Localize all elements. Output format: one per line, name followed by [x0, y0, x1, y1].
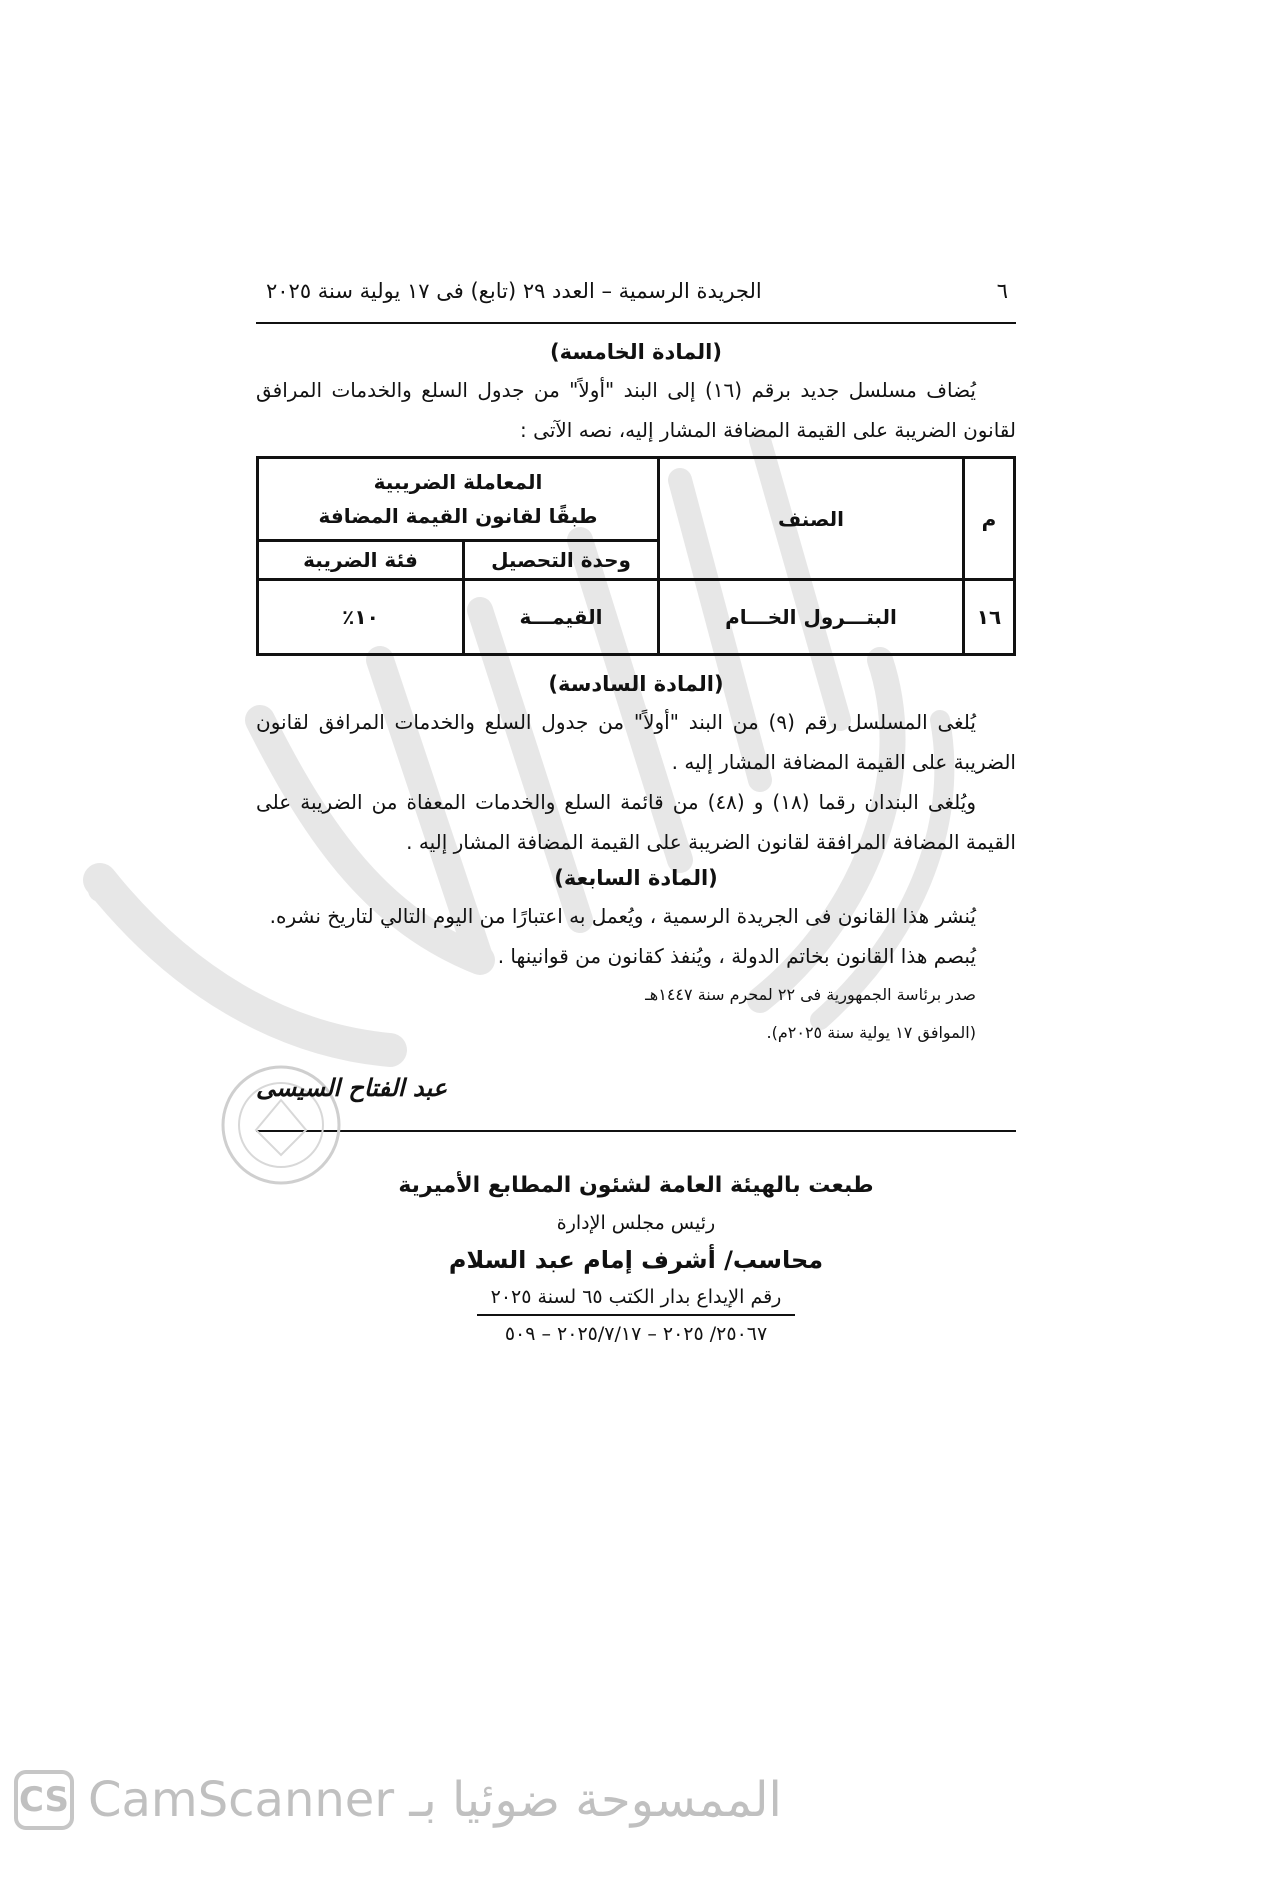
corresponding-line: (الموافق ١٧ يولية سنة ٢٠٢٥م). — [766, 1023, 976, 1042]
table-header-treatment-line2: طبقًا لقانون القيمة المضافة — [318, 504, 598, 528]
header-divider — [256, 322, 1016, 324]
table-cell-serial: ١٦ — [964, 580, 1015, 655]
imprint-block — [256, 1166, 1016, 1352]
table-cell-item: البتـــرول الخـــام — [659, 580, 964, 655]
table-header-treatment-line1: المعاملة الضريبية — [373, 470, 543, 494]
table-row — [258, 580, 1015, 655]
tax-table — [256, 456, 1016, 656]
table-header-serial: م — [964, 458, 1015, 580]
article-6-title: (المادة السادسة) — [548, 672, 724, 696]
camscanner-logo-icon: CS — [14, 1770, 74, 1830]
article-7-para-1: يُنشر هذا القانون فى الجريدة الرسمية ، ويُعمل به اعتبارًا من اليوم التالي لتاريخ نشره. — [269, 904, 976, 928]
table-header-item: الصنف — [659, 458, 964, 580]
table-cell-unit: القيمـــة — [464, 580, 659, 655]
gazette-page — [256, 270, 1016, 1352]
article-7-title: (المادة السابعة) — [554, 866, 718, 890]
table-header-treatment — [258, 458, 659, 541]
page-number: ٦ — [996, 279, 1008, 303]
deposit-number: رقم الإيداع بدار الكتب ٦٥ لسنة ٢٠٢٥ — [477, 1280, 796, 1316]
article-5-title: (المادة الخامسة) — [550, 340, 722, 364]
table-header-unit: وحدة التحصيل — [464, 541, 659, 580]
table-cell-rate: ١٠٪ — [258, 580, 464, 655]
gazette-title: الجريدة الرسمية – العدد ٢٩ (تابع) فى ١٧ يولية سنة ٢٠٢٥ — [266, 279, 762, 303]
page-header — [256, 270, 1016, 312]
printer-name: طبعت بالهيئة العامة لشئون المطابع الأميرية — [398, 1173, 874, 1198]
article-6-para-1: يُلغى المسلسل رقم (٩) من البند "أولاً" من جدول السلع والخدمات المرافق لقانون الضريبة على القيمة المضافة المشار إليه . — [256, 710, 1016, 774]
issued-line: صدر برئاسة الجمهورية فى ٢٢ لمحرم سنة ١٤٤٧هـ — [645, 985, 976, 1004]
table-header-rate: فئة الضريبة — [258, 541, 464, 580]
president-signature: عبد الفتاح السيسى — [256, 1074, 448, 1102]
article-6-para-2: ويُلغى البندان رقما (١٨) و (٤٨) من قائمة السلع والخدمات المعفاة من الضريبة على القيمة المضافة المرافقة لقانون الضريبة على القيمة المضافة المشار إليه . — [256, 790, 1016, 854]
footer-divider — [256, 1130, 1016, 1132]
article-5-text: يُضاف مسلسل جديد برقم (١٦) إلى البند "أولاً" من جدول السلع والخدمات المرافق لقانون الضريبة على القيمة المضافة المشار إليه، نصه الآتى : — [256, 378, 1016, 442]
print-serial: ٢٥٠٦٧/ ٢٠٢٥ – ٢٠٢٥/٧/١٧ – ٥٠٩ — [504, 1323, 768, 1345]
signature-block — [256, 1066, 1016, 1126]
chair-title: رئيس مجلس الإدارة — [556, 1212, 716, 1234]
chair-name: محاسب/ أشرف إمام عبد السلام — [448, 1246, 824, 1274]
camscanner-watermark — [14, 1770, 782, 1830]
camscanner-text: الممسوحة ضوئيا بـ CamScanner — [88, 1772, 782, 1828]
article-7-para-2: يُبصم هذا القانون بخاتم الدولة ، ويُنفذ كقانون من قوانينها . — [497, 944, 976, 968]
